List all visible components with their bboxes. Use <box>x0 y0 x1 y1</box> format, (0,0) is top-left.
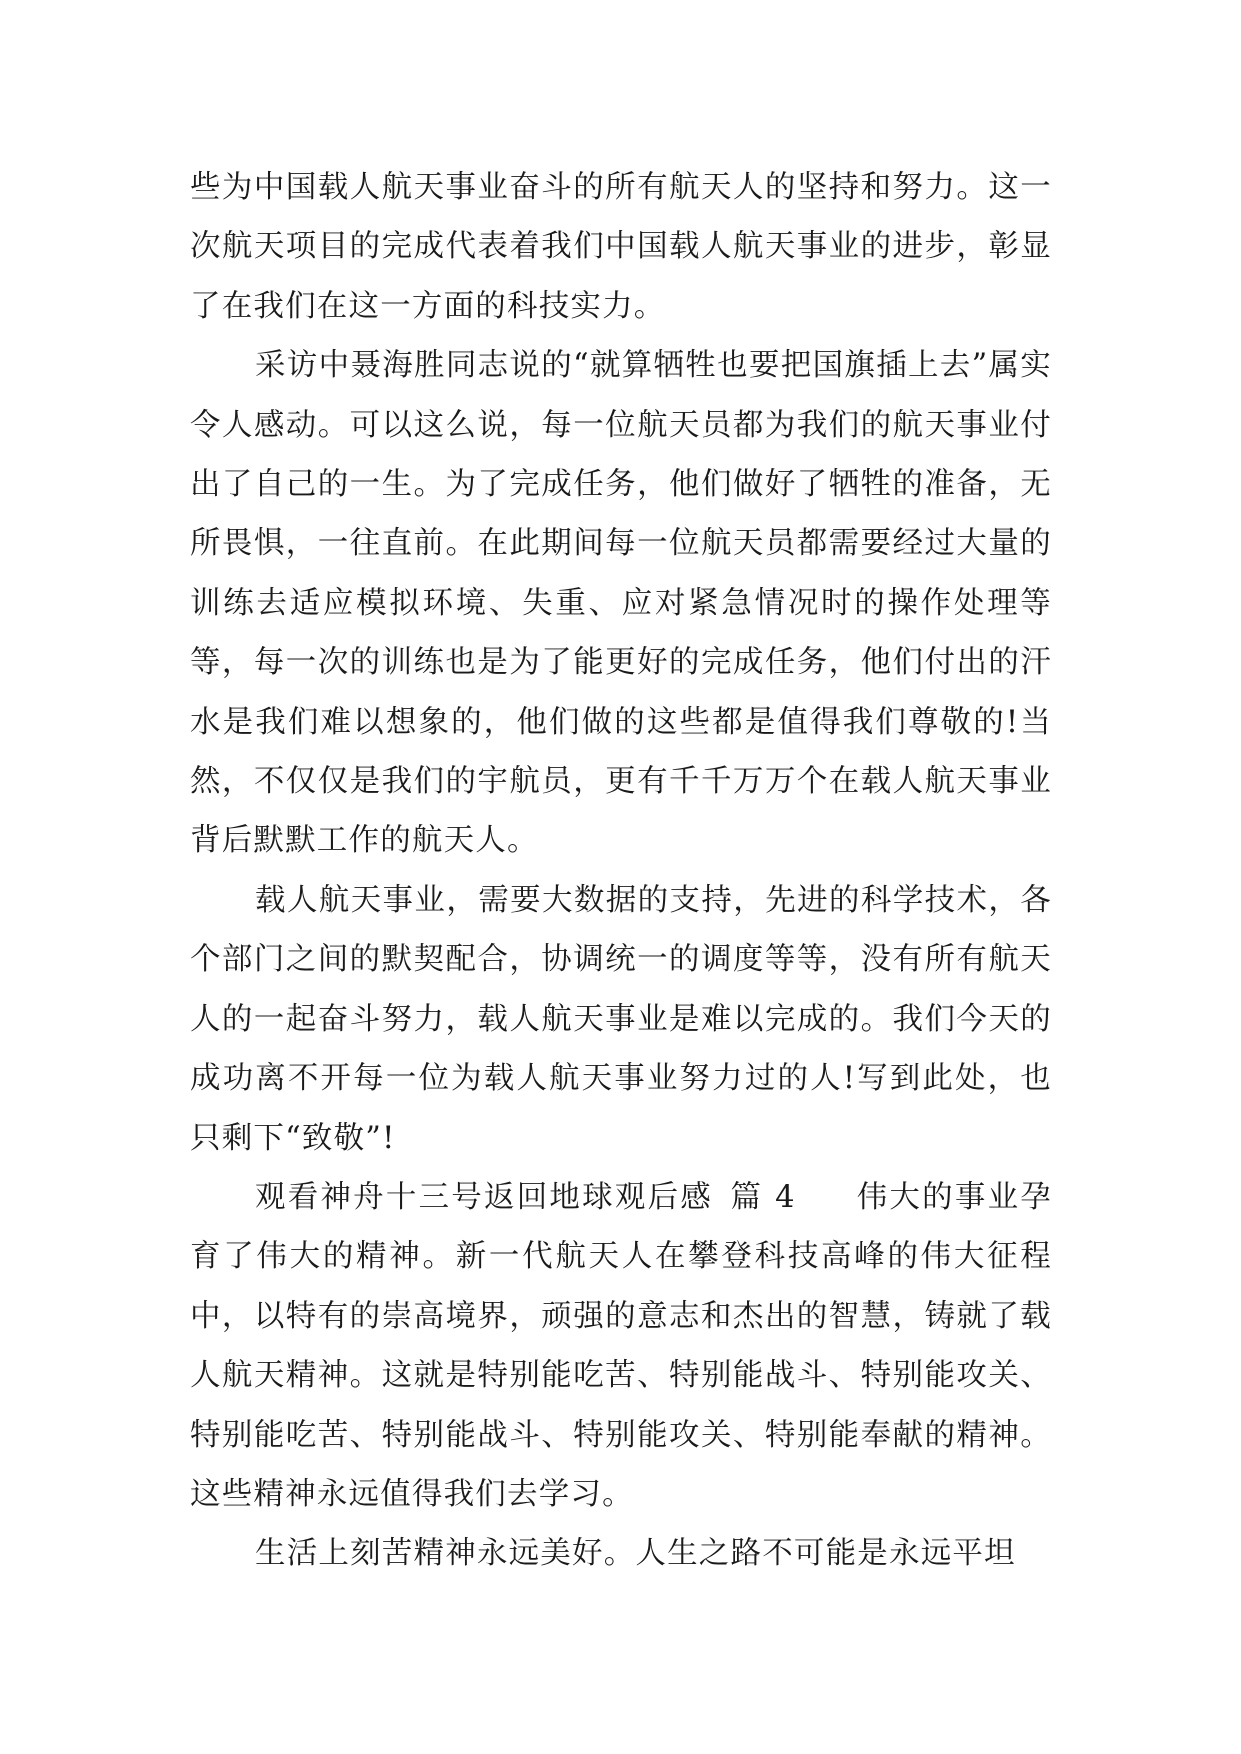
paragraph-last: 生活上刻苦精神永远美好。人生之路不可能是永远平坦 <box>255 1536 1016 1572</box>
section-label: 篇 4 <box>729 1179 796 1215</box>
section-heading: 观看神舟十三号返回地球观后感 <box>255 1179 713 1215</box>
paragraph-1: 些为中国载人航天事业奋斗的所有航天人的坚持和努力。这一次航天项目的完成代表着我们中国载人航天事业的进步，彰显了在我们在这一方面的科技实力。 <box>190 170 1052 324</box>
paragraph-3: 载人航天事业，需要大数据的支持，先进的科学技术，各个部门之间的默契配合，协调统一的调度等等，没有所有航天人的一起奋斗努力，载人航天事业是难以完成的。我们今天的成功离不开每一位为载人航天事业努力过的人!写到此处，也只剩下“致敬”! <box>190 882 1052 1156</box>
section-text: 伟大的事业孕育了伟大的精神。新一代航天人在攀登科技高峰的伟大征程中，以特有的崇高境界，顽强的意志和杰出的智慧，铸就了载人航天精神。这就是特别能吃苦、特别能战斗、特别能攻关、特别能吃苦、特别能战斗、特别能攻关、特别能奉献的精神。这些精神永远值得我们去学习。 <box>190 1179 1052 1512</box>
paragraph-2: 采访中聂海胜同志说的“就算牺牲也要把国旗插上去”属实令人感动。可以这么说，每一位航天员都为我们的航天事业付出了自己的一生。为了完成任务，他们做好了牺牲的准备，无所畏惧，一往直前。在此期间每一位航天员都需要经过大量的训练去适应模拟环境、失重、应对紧急情况时的操作处理等等，每一次的训练也是为了能更好的完成任务，他们付出的汗水是我们难以想象的，他们做的这些都是值得我们尊敬的!当然，不仅仅是我们的宇航员，更有千千万万个在载人航天事业背后默默工作的航天人。 <box>190 348 1052 859</box>
body-text <box>190 158 1052 1584</box>
section-paragraph <box>190 1168 1052 1524</box>
